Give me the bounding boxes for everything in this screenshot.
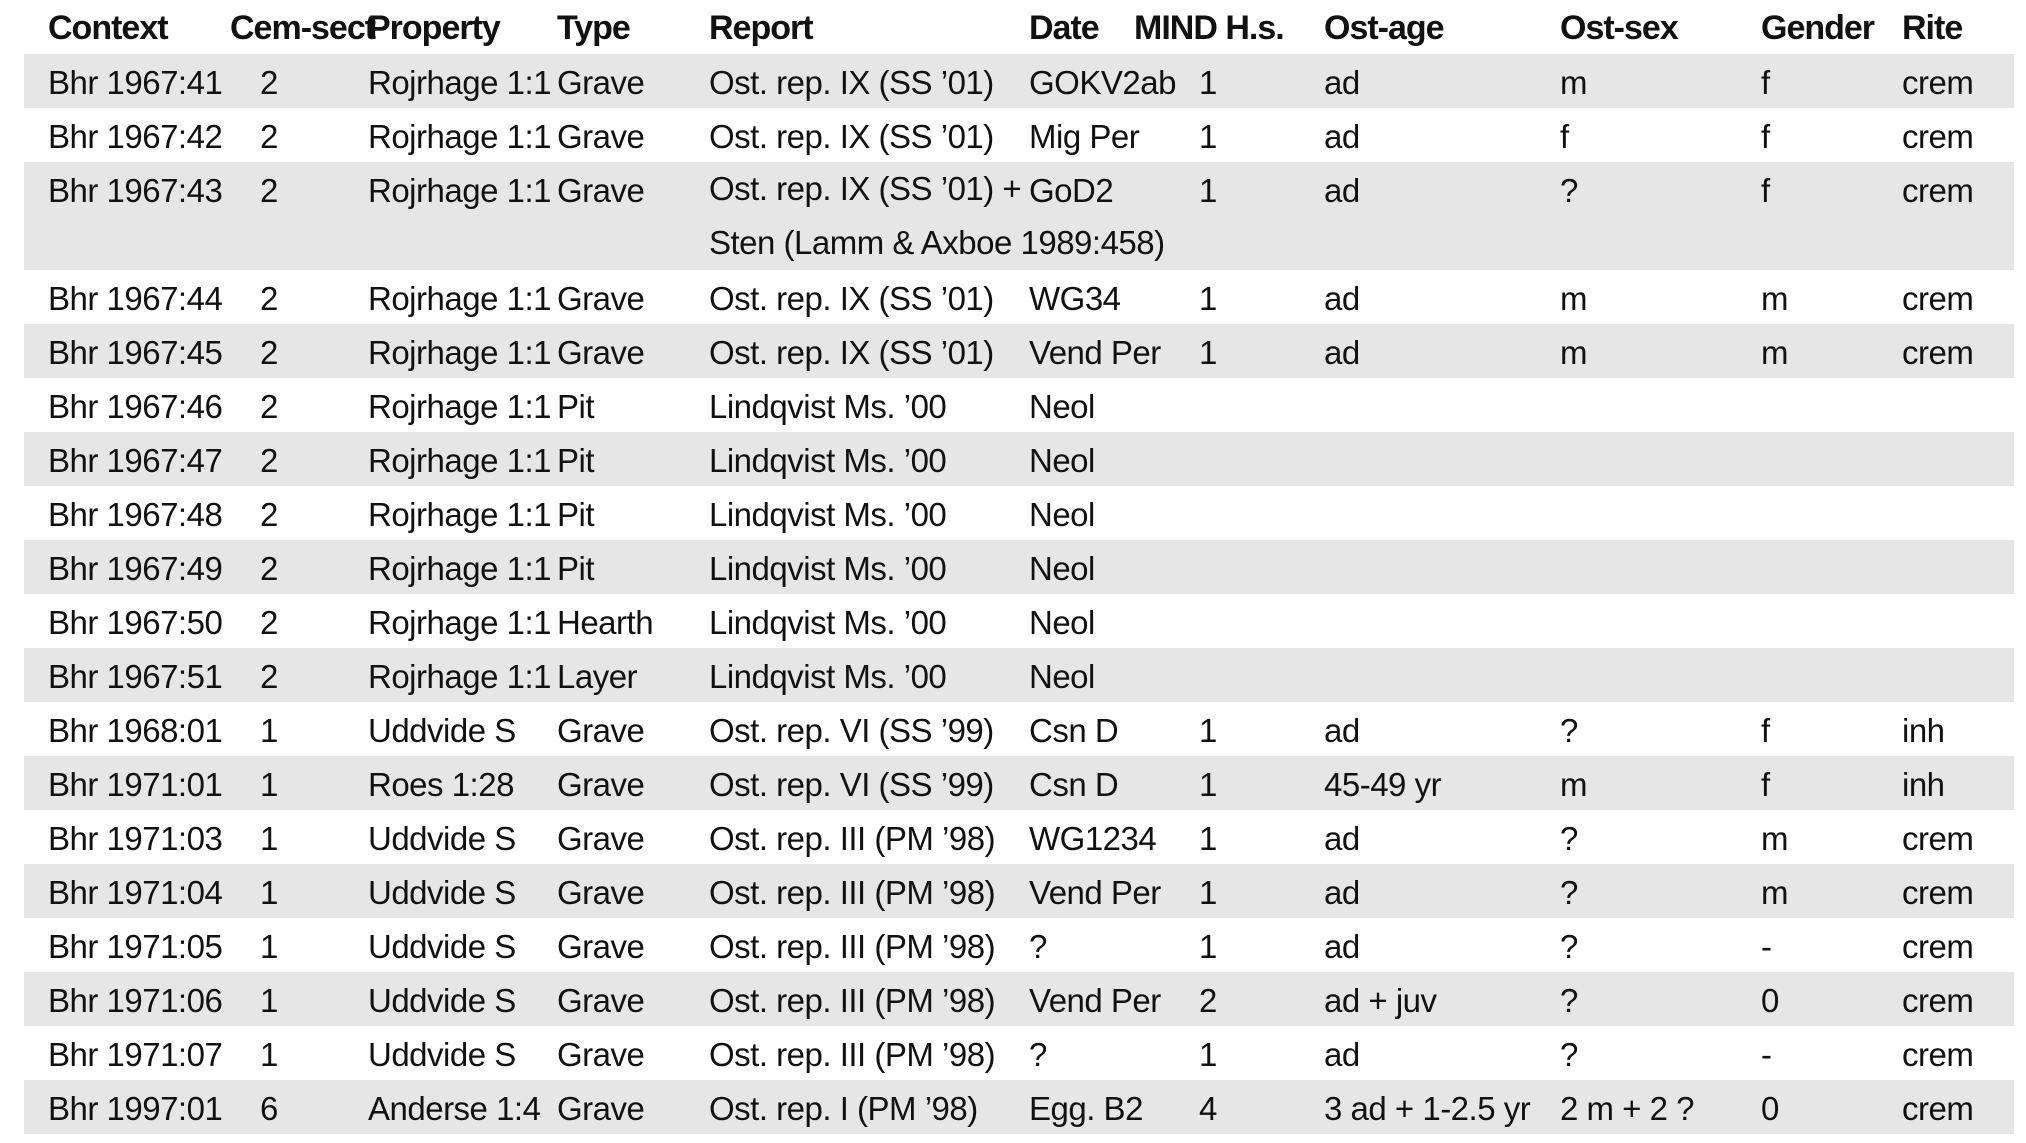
header-context: Context [48,9,168,47]
cell-context: Bhr 1968:01 [48,712,223,749]
table-row [24,162,2014,270]
cell-rite: crem [1902,982,1974,1019]
cell-property: Roes 1:28 [368,766,514,803]
cell-type: Grave [557,334,645,371]
cell-type: Grave [557,280,645,317]
table-row [24,54,2014,108]
cell-context: Bhr 1967:44 [48,280,223,317]
grave-register-table [24,0,2014,1134]
cell-ost-age: ad [1324,874,1360,911]
cell-ost-sex: ? [1560,172,1578,209]
cell-ost-sex: ? [1560,820,1578,857]
table-row [24,702,2014,756]
cell-date: Csn D [1029,712,1119,749]
header-rite: Rite [1902,9,1963,47]
table-row [24,810,2014,864]
cell-cem-sect: 1 [260,766,278,803]
cell-context: Bhr 1971:03 [48,820,223,857]
cell-rite: crem [1902,64,1974,101]
cell-cem-sect: 1 [260,982,278,1019]
cell-context: Bhr 1967:51 [48,658,223,695]
cell-mind-hs: 1 [1199,874,1217,911]
cell-date: ? [1029,1036,1047,1073]
header-report: Report [709,9,813,47]
cell-rite: crem [1902,874,1974,911]
cell-report: Ost. rep. III (PM ’98) [709,874,996,911]
cell-context: Bhr 1967:43 [48,172,223,209]
cell-property: Uddvide S [368,820,516,857]
cell-cem-sect: 1 [260,928,278,965]
cell-property: Uddvide S [368,982,516,1019]
cell-property: Rojrhage 1:1 [368,172,551,209]
cell-mind-hs: 1 [1199,280,1217,317]
cell-ost-age: 3 ad + 1-2.5 yr [1324,1090,1531,1127]
cell-cem-sect: 2 [260,118,278,155]
cell-ost-sex: m [1560,280,1587,317]
header-type: Type [557,9,630,47]
cell-report: Ost. rep. IX (SS ’01) [709,118,994,155]
cell-type: Pit [557,550,595,587]
cell-rite: crem [1902,1090,1974,1127]
cell-ost-sex: ? [1560,712,1578,749]
cell-gender: - [1761,928,1772,965]
cell-ost-sex: ? [1560,874,1578,911]
cell-rite: crem [1902,1036,1974,1073]
cell-ost-sex: m [1560,334,1587,371]
cell-mind-hs: 1 [1199,820,1217,857]
table-row [24,756,2014,810]
cell-date: GoD2 [1029,172,1114,209]
cell-cem-sect: 2 [260,172,278,209]
table-row [24,594,2014,648]
cell-context: Bhr 1967:42 [48,118,223,155]
cell-ost-age: ad [1324,280,1360,317]
table-row [24,1080,2014,1134]
cell-cem-sect: 2 [260,496,278,533]
cell-property: Rojrhage 1:1 [368,118,551,155]
cell-date: WG1234 [1029,820,1157,857]
cell-gender: f [1761,766,1770,803]
cell-ost-age: ad [1324,172,1360,209]
cell-date: Csn D [1029,766,1119,803]
cell-mind-hs: 1 [1199,928,1217,965]
cell-date: Neol [1029,604,1095,641]
cell-type: Grave [557,1090,645,1127]
cell-report: Ost. rep. IX (SS ’01) [709,280,994,317]
cell-date: Neol [1029,388,1095,425]
table-row [24,378,2014,432]
cell-type: Grave [557,172,645,209]
cell-ost-sex: ? [1560,1036,1578,1073]
cell-ost-age: ad + juv [1324,982,1437,1019]
cell-ost-age: ad [1324,712,1360,749]
cell-cem-sect: 2 [260,658,278,695]
cell-report: Lindqvist Ms. ’00 [709,658,947,695]
cell-context: Bhr 1971:05 [48,928,223,965]
cell-mind-hs: 1 [1199,172,1217,209]
cell-property: Uddvide S [368,874,516,911]
cell-report: Ost. rep. IX (SS ’01) [709,64,994,101]
cell-rite: inh [1902,712,1945,749]
cell-report: Ost. rep. VI (SS ’99) [709,766,994,803]
cell-gender: m [1761,334,1788,371]
table-row [24,1026,2014,1080]
cell-mind-hs: 1 [1199,712,1217,749]
cell-report: Lindqvist Ms. ’00 [709,496,947,533]
cell-gender: f [1761,172,1770,209]
cell-gender: - [1761,1036,1772,1073]
cell-property: Uddvide S [368,928,516,965]
cell-report: Ost. rep. IX (SS ’01) [709,334,994,371]
cell-property: Rojrhage 1:1 [368,388,551,425]
cell-ost-age: ad [1324,334,1360,371]
cell-context: Bhr 1967:41 [48,64,223,101]
cell-context: Bhr 1967:49 [48,550,223,587]
table-header [24,0,2014,54]
header-mind-hs: MIND H.s. [1134,9,1284,47]
cell-property: Rojrhage 1:1 [368,496,551,533]
cell-gender: 0 [1761,982,1779,1019]
cell-property: Rojrhage 1:1 [368,604,551,641]
table-body [24,54,2014,1134]
cell-context: Bhr 1967:50 [48,604,223,641]
cell-report: Ost. rep. IX (SS ’01) + Sten (Lamm & Axboe 1989:458) [709,170,1165,261]
table-row [24,648,2014,702]
cell-date: Neol [1029,550,1095,587]
cell-ost-sex: f [1560,118,1569,155]
cell-ost-age: ad [1324,64,1360,101]
cell-type: Grave [557,874,645,911]
cell-report: Lindqvist Ms. ’00 [709,388,947,425]
cell-rite: crem [1902,172,1974,209]
cell-property: Anderse 1:4 [368,1090,541,1127]
cell-ost-sex: 2 m + 2 ? [1560,1090,1694,1127]
cell-rite: crem [1902,280,1974,317]
cell-type: Grave [557,766,645,803]
header-ost-sex: Ost-sex [1560,9,1678,47]
cell-type: Pit [557,388,595,425]
cell-rite: crem [1902,118,1974,155]
cell-report: Ost. rep. III (PM ’98) [709,1036,996,1073]
cell-ost-age: ad [1324,820,1360,857]
cell-context: Bhr 1971:07 [48,1036,223,1073]
cell-context: Bhr 1971:04 [48,874,223,911]
cell-date: Egg. B2 [1029,1090,1143,1127]
cell-mind-hs: 1 [1199,1036,1217,1073]
cell-date: Vend Per [1029,334,1161,371]
cell-mind-hs: 1 [1199,118,1217,155]
cell-type: Grave [557,1036,645,1073]
cell-gender: m [1761,874,1788,911]
cell-ost-sex: ? [1560,928,1578,965]
cell-ost-age: ad [1324,118,1360,155]
cell-report: Ost. rep. III (PM ’98) [709,982,996,1019]
cell-context: Bhr 1967:47 [48,442,223,479]
cell-rite: inh [1902,766,1945,803]
header-cem-sect: Cem-sect [230,9,376,47]
cell-ost-age: ad [1324,928,1360,965]
cell-date: Neol [1029,442,1095,479]
cell-property: Rojrhage 1:1 [368,658,551,695]
cell-date: Vend Per [1029,982,1161,1019]
cell-type: Grave [557,820,645,857]
cell-report: Lindqvist Ms. ’00 [709,604,947,641]
cell-property: Uddvide S [368,1036,516,1073]
cell-rite: crem [1902,820,1974,857]
cell-cem-sect: 1 [260,874,278,911]
cell-report: Ost. rep. VI (SS ’99) [709,712,994,749]
cell-mind-hs: 2 [1199,982,1217,1019]
cell-type: Pit [557,496,595,533]
cell-gender: f [1761,712,1770,749]
cell-rite: crem [1902,928,1974,965]
cell-property: Rojrhage 1:1 [368,64,551,101]
table-row [24,864,2014,918]
cell-mind-hs: 1 [1199,334,1217,371]
cell-property: Uddvide S [368,712,516,749]
table-row [24,324,2014,378]
cell-date: Neol [1029,658,1095,695]
cell-context: Bhr 1971:06 [48,982,223,1019]
cell-cem-sect: 6 [260,1090,278,1127]
cell-report: Lindqvist Ms. ’00 [709,550,947,587]
table-row [24,486,2014,540]
cell-ost-sex: ? [1560,982,1578,1019]
cell-type: Grave [557,982,645,1019]
table-row [24,540,2014,594]
cell-cem-sect: 2 [260,388,278,425]
cell-cem-sect: 2 [260,442,278,479]
cell-cem-sect: 2 [260,280,278,317]
cell-gender: 0 [1761,1090,1779,1127]
cell-type: Grave [557,928,645,965]
cell-cem-sect: 1 [260,1036,278,1073]
cell-mind-hs: 1 [1199,766,1217,803]
header-property: Property [368,9,500,47]
cell-cem-sect: 2 [260,334,278,371]
cell-gender: m [1761,820,1788,857]
cell-mind-hs: 1 [1199,64,1217,101]
table-row [24,270,2014,324]
cell-cem-sect: 2 [260,64,278,101]
cell-report: Lindqvist Ms. ’00 [709,442,947,479]
cell-property: Rojrhage 1:1 [368,442,551,479]
cell-date: WG34 [1029,280,1121,317]
cell-context: Bhr 1967:48 [48,496,223,533]
cell-ost-age: ad [1324,1036,1360,1073]
cell-type: Grave [557,118,645,155]
cell-ost-sex: m [1560,766,1587,803]
cell-context: Bhr 1971:01 [48,766,223,803]
cell-property: Rojrhage 1:1 [368,280,551,317]
cell-ost-age: 45-49 yr [1324,766,1442,803]
cell-report: Ost. rep. III (PM ’98) [709,928,996,965]
cell-context: Bhr 1967:46 [48,388,223,425]
cell-type: Pit [557,442,595,479]
cell-property: Rojrhage 1:1 [368,550,551,587]
header-date: Date [1029,9,1099,47]
header-ost-age: Ost-age [1324,9,1444,47]
cell-date: Vend Per [1029,874,1161,911]
cell-mind-hs: 4 [1199,1090,1217,1127]
cell-type: Layer [557,658,638,695]
header-gender: Gender [1761,9,1875,47]
cell-gender: m [1761,280,1788,317]
cell-date: Neol [1029,496,1095,533]
cell-date: ? [1029,928,1047,965]
cell-report: Ost. rep. I (PM ’98) [709,1090,978,1127]
cell-cem-sect: 2 [260,550,278,587]
table-row [24,918,2014,972]
cell-date: Mig Per [1029,118,1140,155]
cell-context: Bhr 1997:01 [48,1090,223,1127]
cell-ost-sex: m [1560,64,1587,101]
cell-cem-sect: 1 [260,820,278,857]
cell-property: Rojrhage 1:1 [368,334,551,371]
table-row [24,432,2014,486]
cell-gender: f [1761,64,1770,101]
cell-type: Grave [557,712,645,749]
cell-type: Grave [557,64,645,101]
cell-context: Bhr 1967:45 [48,334,223,371]
cell-report: Ost. rep. III (PM ’98) [709,820,996,857]
table-row [24,972,2014,1026]
cell-date: GOKV2ab [1029,64,1176,101]
cell-gender: f [1761,118,1770,155]
table-row [24,108,2014,162]
cell-cem-sect: 1 [260,712,278,749]
cell-cem-sect: 2 [260,604,278,641]
cell-type: Hearth [557,604,654,641]
cell-rite: crem [1902,334,1974,371]
